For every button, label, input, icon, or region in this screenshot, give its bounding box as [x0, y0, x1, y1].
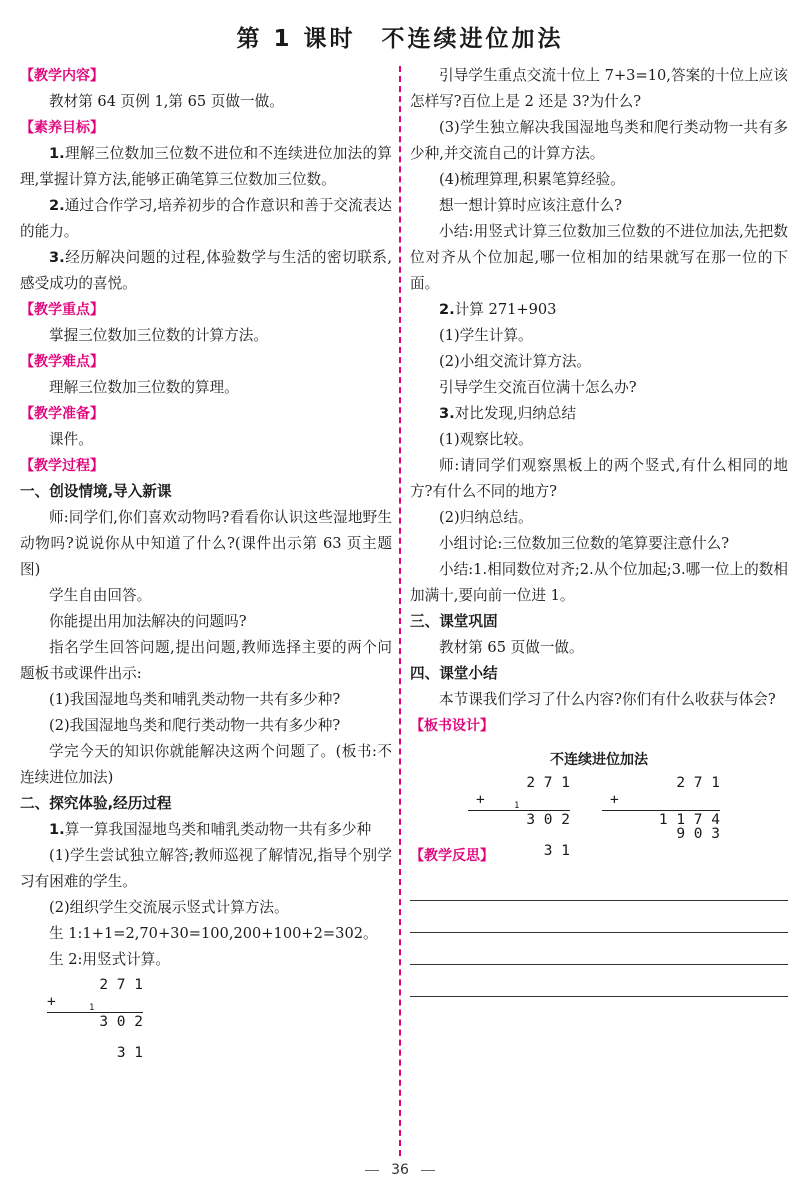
section-1-title: 一、创设情境,导入新课: [20, 483, 172, 500]
column-divider: [399, 66, 401, 1156]
right-column: [410, 63, 788, 997]
paragraph: 引导学生重点交流十位上 7+3=10,答案的十位上应该怎样写?百位上是 2 还是 3?为什么?: [410, 67, 788, 110]
activity-3: 3.对比发现,归纳总结: [439, 405, 577, 422]
section-4-title: 四、课堂小结: [410, 665, 498, 682]
calc-addend-1: 2 7 1: [99, 977, 143, 993]
paragraph: 师:请同学们观察黑板上的两个竖式,有什么相同的地方?有什么不同的地方?: [410, 457, 788, 500]
difficulty-text: 理解三位数加三位数的算理。: [49, 379, 239, 396]
section-2-title: 二、探究体验,经历过程: [20, 795, 172, 812]
plus-sign: +: [47, 994, 56, 1010]
paragraph: 本节课我们学习了什么内容?你们有什么收获与体会?: [439, 691, 776, 708]
carry-mark: 1: [89, 1003, 95, 1013]
activity-2: 2.计算 271+903: [439, 301, 557, 318]
lesson-title: [0, 20, 800, 53]
question-2: (2)我国湿地鸟类和爬行类动物一共有多少种?: [49, 717, 341, 734]
writing-line: [410, 901, 788, 933]
paragraph: 你能提出用加法解决的问题吗?: [49, 613, 247, 630]
board-calc-1: 2 7 1 + 1 3 1 3 0 2: [468, 775, 570, 829]
teaching-content-text: 教材第 64 页例 1,第 65 页做一做。: [49, 93, 284, 110]
paragraph: 想一想计算时应该注意什么?: [439, 197, 622, 214]
reflection-lines: [410, 869, 788, 997]
paragraph: (3)学生独立解决我国湿地鸟类和爬行类动物一共有多少种,并交流自己的计算方法。: [410, 119, 788, 162]
calc-result: 3 0 2: [99, 1014, 143, 1030]
paragraph: 指名学生回答问题,提出问题,教师选择主要的两个问题板书或课件出示:: [20, 639, 392, 682]
preparation-text: 课件。: [49, 431, 93, 448]
key-point-text: 掌握三位数加三位数的计算方法。: [49, 327, 268, 344]
paragraph: 引导学生交流百位满十怎么办?: [439, 379, 637, 396]
heading-key-point: 【教学重点】: [20, 302, 104, 318]
heading-board-design: 【板书设计】: [410, 718, 494, 734]
paragraph: 生 1:1+1=2,70+30=100,200+100+2=302。: [49, 925, 378, 942]
calc-addend-2: 3 1: [116, 1045, 144, 1061]
section-3-title: 三、课堂巩固: [410, 613, 498, 630]
goal-3: 3.经历解决问题的过程,体验数学与生活的密切联系,感受成功的喜悦。: [20, 249, 392, 292]
heading-goals: 【素养目标】: [20, 120, 104, 136]
goal-1: 1.理解三位数加三位数不进位和不连续进位加法的算理,掌握计算方法,能够正确笔算三位数加三位数。: [20, 145, 392, 188]
heading-process: 【教学过程】: [20, 458, 104, 474]
paragraph: (1)学生计算。: [439, 327, 533, 344]
paragraph: (2)组织学生交流展示竖式计算方法。: [49, 899, 289, 916]
paragraph: 生 2:用竖式计算。: [49, 951, 170, 968]
heading-difficulty: 【教学难点】: [20, 354, 104, 370]
left-column: [20, 63, 392, 1061]
summary-1: 小结:用竖式计算三位数加三位数的不进位加法,先把数位对齐从个位加起,哪一位相加的结果就写在那一位的下面。: [410, 223, 788, 292]
board-calc-2: 2 7 1 + 9 0 3 1 1 7 4: [602, 775, 720, 829]
heading-reflection: 【教学反思】: [410, 848, 494, 864]
heading-preparation: 【教学准备】: [20, 406, 104, 422]
writing-line: [410, 869, 788, 901]
writing-line: [410, 933, 788, 965]
paragraph: 教材第 65 页做一做。: [439, 639, 584, 656]
writing-line: [410, 965, 788, 997]
paragraph: (1)学生尝试独立解答;教师巡视了解情况,指导个别学习有困难的学生。: [20, 847, 392, 890]
goal-2: 2.通过合作学习,培养初步的合作意识和善于交流表达的能力。: [20, 197, 392, 240]
paragraph: (1)观察比较。: [439, 431, 533, 448]
paragraph: 师:同学们,你们喜欢动物吗?看看你认识这些湿地野生动物吗?说说你从中知道了什么?(课件出示第 63 页主题图): [20, 509, 392, 578]
vertical-calc-left: [20, 977, 392, 1061]
paragraph: (4)梳理算理,积累笔算经验。: [439, 171, 625, 188]
board-title: 不连续进位加法: [550, 752, 648, 768]
paragraph: 小组讨论:三位数加三位数的笔算要注意什么?: [439, 535, 730, 552]
lesson-number: 第 1 课时: [236, 26, 356, 52]
page-number: 36: [0, 1162, 800, 1178]
heading-teaching-content: 【教学内容】: [20, 68, 104, 84]
paragraph: 学生自由回答。: [49, 587, 152, 604]
paragraph: 学完今天的知识你就能解决这两个问题了。(板书:不连续进位加法): [20, 743, 392, 786]
paragraph: (2)小组交流计算方法。: [439, 353, 592, 370]
question-1: (1)我国湿地鸟类和哺乳类动物一共有多少种?: [49, 691, 341, 708]
lesson-topic: 不连续进位加法: [381, 26, 564, 52]
paragraph: (2)归纳总结。: [439, 509, 533, 526]
activity-1: 1.算一算我国湿地鸟类和哺乳类动物一共有多少种: [49, 821, 372, 838]
summary-2: 小结:1.相同数位对齐;2.从个位加起;3.哪一位上的数相加满十,要向前一位进 1。: [410, 561, 788, 604]
